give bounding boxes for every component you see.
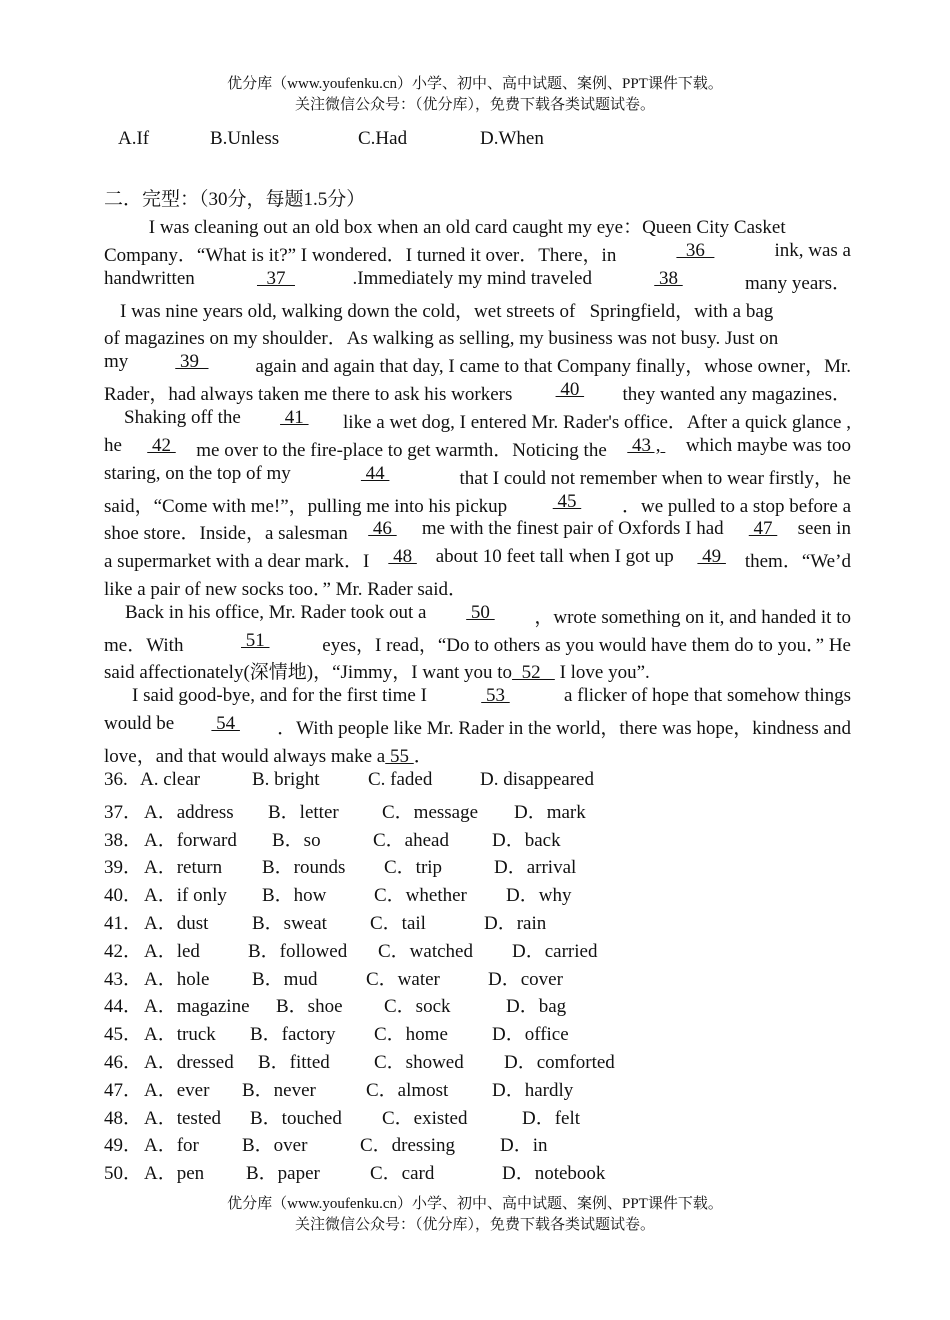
question-number: 41． — [104, 913, 143, 934]
answer-option: C．water — [366, 969, 440, 990]
answer-option: B．sweat — [252, 913, 327, 934]
passage-line — [104, 379, 851, 406]
answer-option: D. disappeared — [480, 769, 594, 790]
passage-text: a flicker of hope that somehow things — [559, 685, 851, 706]
blank-number: 44 — [360, 463, 390, 484]
passage-text: them．“We’d — [744, 551, 851, 572]
answer-option: A．forward — [144, 830, 237, 851]
passage-text: said，“Come with me!”，pulling me into his pickup — [104, 496, 512, 517]
blank-number: 48 — [388, 546, 417, 567]
answer-option: D．office — [492, 1024, 569, 1045]
passage-line — [144, 212, 851, 239]
passage-line — [104, 546, 851, 573]
answer-option: D．cover — [488, 969, 563, 990]
answer-option: A．return — [144, 857, 223, 878]
answer-option: A. clear — [140, 769, 201, 790]
passage-text: I was cleaning out an old box when an old card caught my eye：Queen City Casket — [144, 217, 786, 238]
question-number: 38． — [104, 830, 143, 851]
answer-option: A．tested — [144, 1108, 222, 1129]
answer-option: B．followed — [248, 941, 348, 962]
answer-option: D．arrival — [494, 857, 577, 878]
passage-text: a supermarket with a dear mark．I — [104, 551, 370, 572]
answer-option: C．almost — [366, 1080, 449, 1101]
passage-text: again and again that day, I came to that Company finally，whose owner，Mr. — [250, 356, 851, 377]
passage-text: Back in his office, Mr. Rader took out a — [125, 602, 427, 623]
answer-option: C．showed — [374, 1052, 464, 1073]
question-number: 36. — [104, 769, 128, 790]
passage-text: love，and that would always make a — [104, 746, 386, 767]
passage-line — [104, 323, 851, 350]
blank-number: 55 — [385, 746, 414, 767]
answer-option: D．hardly — [492, 1080, 574, 1101]
answer-option: A．address — [144, 802, 234, 823]
answer-option: A．dust — [144, 913, 209, 934]
blank-number: 51 — [241, 630, 270, 651]
answer-option: B．so — [272, 830, 321, 851]
passage-text: ．we pulled to a stop before a — [622, 496, 851, 517]
passage-text: handwritten — [104, 268, 200, 289]
blank-number: 39 — [175, 351, 209, 372]
answer-option: A．dressed — [144, 1052, 234, 1073]
passage-line — [104, 463, 851, 490]
passage-line — [104, 630, 851, 657]
blank-number: 41 — [280, 407, 309, 428]
passage-text: shoe store．Inside，a salesman — [104, 523, 348, 544]
passage-text: me．With — [104, 635, 189, 656]
passage-line — [104, 435, 851, 462]
answer-option: D．carried — [512, 941, 598, 962]
passage-text: eyes，I read，“Do to others as you would have them do to you．” He — [322, 635, 851, 656]
blank-number: 53 — [481, 685, 510, 706]
question-number: 47． — [104, 1080, 143, 1101]
passage-text: ink, was a — [769, 240, 851, 261]
passage-text: like a pair of new socks too．” Mr. Rader said． — [104, 579, 468, 600]
answer-option: C．message — [382, 802, 479, 823]
blank-number: 49 — [697, 546, 726, 567]
answer-option: D．comforted — [504, 1052, 615, 1073]
question-number: 44． — [104, 996, 143, 1017]
blank-number: 54 — [211, 713, 240, 734]
passage-text: ．With people like Mr. Rader in the world，there was hope，kindness and — [277, 718, 851, 739]
page-header — [0, 74, 950, 116]
question-number: 43． — [104, 969, 143, 990]
header-line-2: 关注微信公众号：（优分库），免费下载各类试题试卷。 — [294, 97, 655, 113]
header-line-1: 优分库（www.youfenku.cn）小学、初中、高中试题、案例、PPT课件下载。 — [227, 76, 723, 92]
passage-line — [104, 240, 851, 267]
passage-text: that I could not remember when to wear firstly，he — [454, 468, 851, 489]
answer-option: A．if only — [144, 885, 227, 906]
question-number: 45． — [104, 1024, 143, 1045]
blank-number: 47 — [748, 518, 778, 539]
passage-text: Shaking off the — [124, 407, 246, 428]
passage-line — [104, 518, 851, 545]
question-number: 48． — [104, 1108, 143, 1129]
answer-option: D．felt — [522, 1108, 581, 1129]
footer-line-2: 关注微信公众号：（优分库），免费下载各类试题试卷。 — [294, 1217, 655, 1233]
answer-option: B．factory — [250, 1024, 336, 1045]
question-number: 37． — [104, 802, 143, 823]
answer-option: A．pen — [144, 1163, 205, 1184]
passage-text: like a wet dog, I entered Mr. Rader's office．After a quick glance , — [343, 412, 851, 433]
prev-option-b: B.Unless — [210, 128, 280, 149]
question-number: 49． — [104, 1135, 143, 1156]
answer-option: C．card — [370, 1163, 435, 1184]
passage-text: he — [104, 435, 127, 456]
passage-text: staring, on the top of my — [104, 463, 296, 484]
passage-line — [104, 351, 851, 378]
answer-option: A．for — [144, 1135, 199, 1156]
answer-option: C．trip — [384, 857, 443, 878]
passage-text: I said good-bye, and for the first time I — [132, 685, 432, 706]
passage-text: Company．“What is it?” I wondered．I turned it over．There，in — [104, 245, 622, 266]
passage-line — [104, 268, 851, 295]
passage-line — [125, 602, 851, 629]
blank-number: 45 — [552, 491, 582, 512]
blank-number: 52 — [512, 662, 555, 683]
answer-option: C．dressing — [360, 1135, 456, 1156]
answer-option: C．home — [374, 1024, 448, 1045]
answer-option: B．fitted — [258, 1052, 330, 1073]
passage-text: I was nine years old, walking down the cold，wet streets of Springfield，with a bag — [120, 301, 774, 322]
passage-line — [104, 713, 851, 740]
answer-option: D．bag — [506, 996, 567, 1017]
answer-option: C．sock — [384, 996, 451, 1017]
answer-option: B．paper — [246, 1163, 320, 1184]
prev-option-d: D.When — [480, 128, 544, 149]
passage-line — [120, 296, 851, 323]
passage-text: about 10 feet tall when I got up — [435, 546, 679, 567]
passage-text: I love you”. — [554, 662, 650, 683]
passage-text: many years． — [740, 273, 851, 294]
passage-text: ． — [413, 746, 433, 767]
question-number: 46． — [104, 1052, 143, 1073]
prev-option-a: A.If — [118, 128, 150, 149]
passage-line — [104, 741, 433, 768]
blank-number: 36 — [676, 240, 715, 261]
answer-option: C. faded — [368, 769, 433, 790]
passage-text: my — [104, 351, 134, 372]
question-number: 42． — [104, 941, 143, 962]
passage-text: which maybe was too — [685, 435, 851, 456]
answer-option: D．notebook — [502, 1163, 606, 1184]
answer-option: B．rounds — [262, 857, 346, 878]
answer-option: B．touched — [250, 1108, 342, 1129]
answer-option: D．mark — [514, 802, 586, 823]
passage-text: me with the finest pair of Oxfords I had — [417, 518, 729, 539]
question-number: 50． — [104, 1163, 143, 1184]
question-number: 39． — [104, 857, 143, 878]
passage-line — [104, 491, 851, 518]
blank-number: 50 — [466, 602, 495, 623]
question-number: 40． — [104, 885, 143, 906]
passage-text: said affectionately(深情地)，“Jimmy，I want you to — [104, 662, 513, 683]
answer-option: C．ahead — [373, 830, 449, 851]
answer-option: A．ever — [144, 1080, 210, 1101]
answer-option: B．never — [242, 1080, 316, 1101]
answer-option: D．rain — [484, 913, 547, 934]
passage-text: Rader，had always taken me there to ask his workers — [104, 384, 518, 405]
blank-number: 42 — [147, 435, 176, 456]
blank-number: 43 , — [627, 435, 666, 456]
answer-option: C．whether — [374, 885, 467, 906]
answer-option: B．mud — [252, 969, 318, 990]
section-title: 二．完型：（30分，每题1.5分） — [104, 189, 366, 210]
passage-line — [132, 685, 851, 707]
answer-option: A．magazine — [144, 996, 250, 1017]
footer-line-1: 优分库（www.youfenku.cn）小学、初中、高中试题、案例、PPT课件下载。 — [227, 1196, 723, 1212]
passage-line — [124, 407, 851, 434]
answer-option: B. bright — [252, 769, 320, 790]
answer-option: C．existed — [382, 1108, 468, 1129]
answer-option: B．letter — [268, 802, 339, 823]
answer-option: D．why — [506, 885, 572, 906]
passage-text: seen in — [797, 518, 851, 539]
answer-option: C．watched — [378, 941, 473, 962]
passage-text: of magazines on my shoulder．As walking as selling, my business was not busy. Just on — [104, 328, 779, 349]
answer-option: A．led — [144, 941, 200, 962]
blank-number: 38 — [654, 268, 683, 289]
passage-text: me over to the fire-place to get warmth．Noticing the — [196, 440, 607, 461]
passage-text: they wanted any magazines． — [622, 384, 851, 405]
answer-option: D．in — [500, 1135, 548, 1156]
answer-option: B．shoe — [276, 996, 343, 1017]
passage-text: .Immediately my mind traveled — [352, 268, 597, 289]
answer-option: B．over — [242, 1135, 308, 1156]
passage-line — [104, 657, 650, 684]
blank-number: 40 — [555, 379, 585, 400]
answer-option: C．tail — [370, 913, 426, 934]
blank-number: 37 — [256, 268, 295, 289]
answer-option: B．how — [262, 885, 327, 906]
page-footer — [0, 1194, 950, 1236]
passage-text: ，wrote something on it, and handed it to — [534, 607, 851, 628]
answer-option: A．hole — [144, 969, 210, 990]
blank-number: 46 — [368, 518, 397, 539]
passage-text: would be — [104, 713, 175, 734]
answer-option: A．truck — [144, 1024, 216, 1045]
prev-option-c: C.Had — [358, 128, 408, 149]
answer-option: D．back — [492, 830, 561, 851]
passage-line — [104, 574, 467, 601]
